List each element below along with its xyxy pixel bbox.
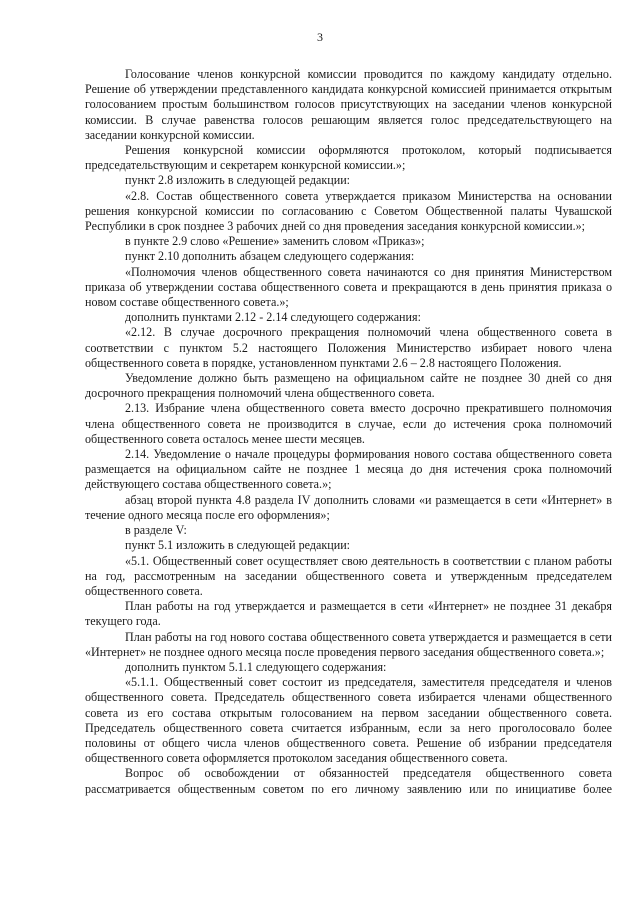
paragraph: «5.1. Общественный совет осуществляет свою деятельность в соответствии с планом работы на год, рассмотренным на заседании общественного совета и утвержденным председателем общественного совета. — [85, 553, 612, 598]
paragraph: «2.12. В случае досрочного прекращения полномочий члена общественного совета в соответствии с пунктом 5.2 настоящего Положения Министерство избирает нового члена общественного совета в порядке, установленном пунктами 2.6 – 2.8 настоящего Положения. — [85, 325, 612, 370]
paragraph: дополнить пунктом 5.1.1 следующего содержания: — [125, 659, 387, 674]
paragraph: пункт 2.8 изложить в следующей редакции: — [125, 173, 351, 188]
paragraph: Уведомление должно быть размещено на официальном сайте не позднее 30 дней со дня досрочного прекращения полномочий члена общественного совета. — [85, 371, 612, 401]
paragraph: в разделе V: — [125, 523, 187, 538]
paragraph: пункт 5.1 изложить в следующей редакции: — [125, 538, 351, 553]
paragraph: Решения конкурсной комиссии оформляются протоколом, который подписывается председательствующим и секретарем конкурсной комиссии.»; — [85, 143, 612, 173]
page-number: 3 — [317, 30, 323, 44]
paragraph: План работы на год нового состава общественного совета утверждается и размещается в сети «Интернет» не позднее одного месяца после проведения первого заседания общественного совета.»; — [85, 629, 612, 659]
paragraph: в пункте 2.9 слово «Решение» заменить словом «Приказ»; — [125, 234, 425, 249]
paragraph: Вопрос об освобождении от обязанностей председателя общественного совета рассматривается общественным советом по его личному заявлению или по инициативе более — [85, 766, 612, 796]
paragraph: Голосование членов конкурсной комиссии проводится по каждому кандидату отдельно. Решение об утверждении представленного кандидата конкурсной комиссией принимается открытым голосованием простым большинством голосов присутствующих на заседании членов конкурсной комиссии. В случае равенства голосов решающим является голос председательствующего на заседании конкурсной комиссии. — [85, 67, 612, 142]
paragraph: «5.1.1. Общественный совет состоит из председателя, заместителя председателя и членов общественного совета. Председатель общественного совета избирается членами общественного совета из его состава открытым голосованием на первом заседании общественного совета. Председатель общественного совета считается избранным, если за него проголосовало более половины от общего числа членов общественного совета. Решение об избрании председателя общественного совета оформляется протоколом заседания общественного совета. — [85, 675, 612, 766]
paragraph: «2.8. Состав общественного совета утверждается приказом Министерства на основании решения конкурсной комиссии по согласованию с Советом Общественной палаты Чувашской Республики в срок позднее 3 рабочих дней со дня проведения заседания конкурсной комиссии.»; — [85, 188, 612, 234]
paragraph: План работы на год утверждается и размещается в сети «Интернет» не позднее 31 декабря текущего года. — [85, 599, 612, 629]
document-body — [85, 67, 612, 797]
paragraph: 2.14. Уведомление о начале процедуры формирования нового состава общественного совета размещается на официальном сайте не позднее 1 месяца до дня истечения срока полномочий действующего состава общественного совета.»; — [85, 447, 612, 492]
paragraph: дополнить пунктами 2.12 - 2.14 следующего содержания: — [125, 310, 421, 325]
paragraph: пункт 2.10 дополнить абзацем следующего содержания: — [125, 249, 415, 264]
paragraph: «Полномочия членов общественного совета начинаются со дня принятия Министерством приказа об утверждении состава общественного совета и прекращаются в день принятия приказа о новом составе общественного совета.»; — [85, 264, 612, 310]
paragraph: абзац второй пункта 4.8 раздела IV дополнить словами «и размещается в сети «Интернет» в течение одного месяца после его оформления»; — [85, 492, 612, 522]
paragraph: 2.13. Избрание члена общественного совета вместо досрочно прекратившего полномочия члена общественного совета не производится в случае, если до истечения срока полномочий общественного совета осталось менее шести месяцев. — [85, 401, 612, 446]
